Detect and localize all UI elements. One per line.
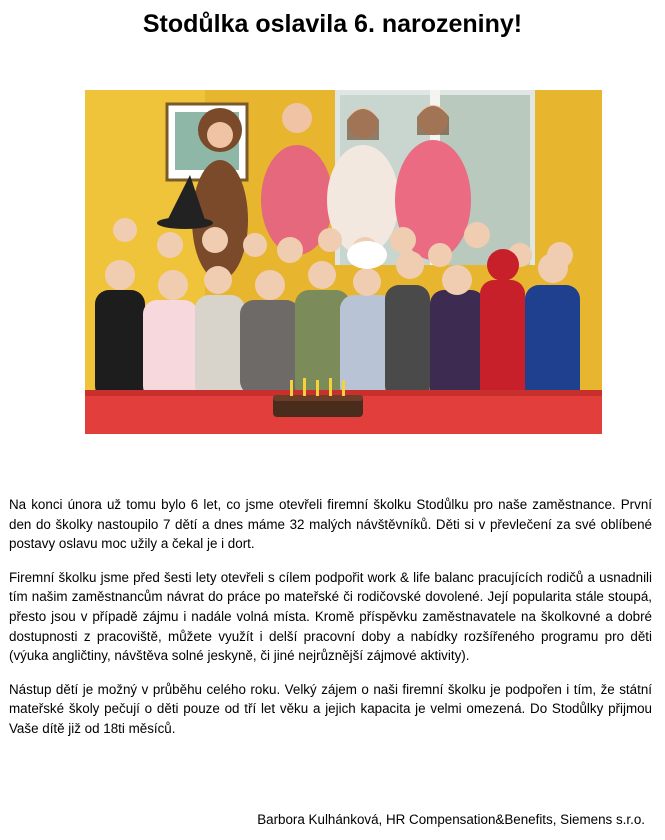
article-paragraph: Na konci února už tomu bylo 6 let, co jsme otevřeli firemní školku Stodůlku pro naše zaměstnance. První den do školky nastoupilo 7 dětí a dnes máme 32 malých návštěvníků. Děti si v převlečení za své oblíbené postavy oslavu moc užily a čekal je i dort. <box>9 497 652 552</box>
article-title: Stodůlka oslavila 6. narozeniny! <box>142 10 523 38</box>
party-photo <box>85 90 602 434</box>
article-paragraph: Nástup dětí je možný v průběhu celého roku. Velký zájem o naši firemní školku je podpořen i tím, že státní mateřské školy pečují o děti pouze od tří let věku a jejich kapacita je velmi omezená. Do Stodůlky přijmou Vaše dítě již od 18ti měsíců. <box>9 681 652 736</box>
article-paragraph: Firemní školku jsme před šesti lety otevřeli s cílem podpořit work & life balanc pracujících rodičů a usnadnili tím našim zaměstnancům návrat do práce po mateřské či rodičovské dovolené. Její popularita stále stoupá, přesto jsou v případě zájmu i nadále volná místa. Kromě příspěvku zaměstnavatele na školkovné a dobré dostupnosti z pracoviště, můžete využít i delší pracovní doby a nabídky rozšířeného programu pro děti (výuka angličtiny, návštěva solné jeskyně, či jiné nejrůznější zájmové aktivity). <box>9 569 652 664</box>
author-signature: Barbora Kulhánková, HR Compensation&Benefits, Siemens s.r.o. <box>257 812 645 827</box>
article-body <box>9 495 652 753</box>
